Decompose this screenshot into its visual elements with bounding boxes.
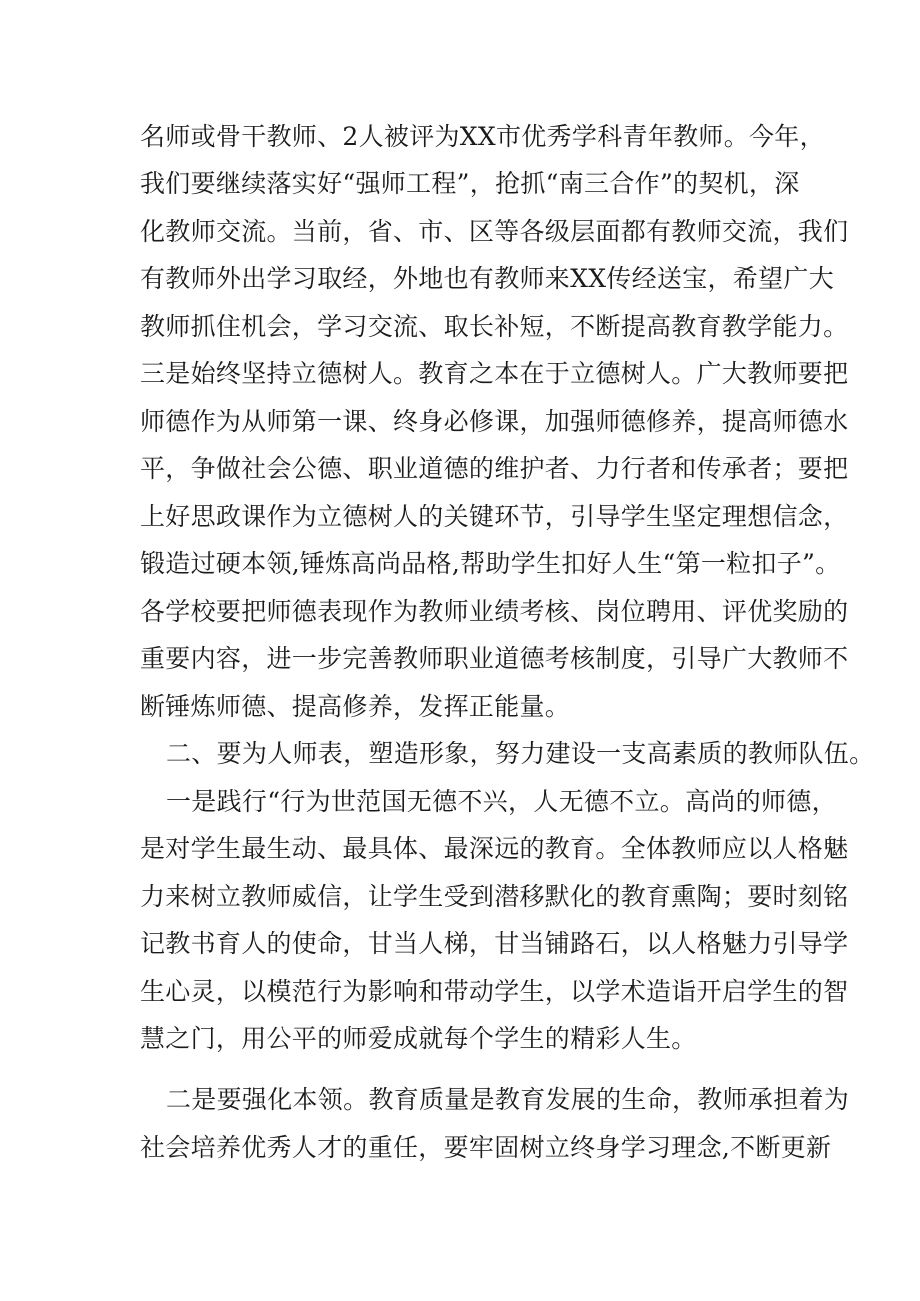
text-line-8: 平，争做社会公德、职业道德的维护者、力行者和传承者；要把 bbox=[140, 454, 849, 483]
text-line-17: 力来树立教师威信，让学生受到潜移默化的教育熏陶；要时刻铭 bbox=[140, 882, 849, 911]
text-line-3: 化教师交流。当前，省、市、区等各级层面都有教师交流，我们 bbox=[140, 217, 849, 246]
text-line-14: 二、要为人师表，塑造形象，努力建设一支高素质的教师队伍。 bbox=[166, 739, 875, 768]
text-line-5: 教师抓住机会，学习交流、取长补短，不断提高教育教学能力。 bbox=[140, 312, 849, 341]
text-line-7: 师德作为从师第一课、终身必修课，加强师德修养，提高师德水 bbox=[140, 407, 849, 436]
text-line-20: 慧之门，用公平的师爱成就每个学生的精彩人生。 bbox=[140, 1024, 697, 1053]
text-line-1: 名师或骨干教师、2人被评为XX市优秀学科青年教师。今年， bbox=[140, 122, 825, 151]
text-line-19: 生心灵，以模范行为影响和带动学生，以学术造诣开启学生的智 bbox=[140, 977, 849, 1006]
text-line-2: 我们要继续落实好“强师工程”，抢抓“南三合作”的契机，深 bbox=[140, 169, 800, 198]
text-line-18: 记教书育人的使命，甘当人梯，甘当铺路石，以人格魅力引导学 bbox=[140, 929, 849, 958]
text-line-13: 断锤炼师德、提高修养，发挥正能量。 bbox=[140, 692, 571, 721]
text-line-6: 三是始终坚持立德树人。教育之本在于立德树人。广大教师要把 bbox=[140, 359, 849, 388]
text-line-9: 上好思政课作为立德树人的关键环节，引导学生坚定理想信念， bbox=[140, 502, 849, 531]
text-line-10: 锻造过硬本领,锤炼高尚品格,帮助学生扣好人生“第一粒扣子”。 bbox=[140, 549, 841, 578]
text-line-15: 一是践行“行为世范国无德不兴，人无德不立。高尚的师德， bbox=[166, 787, 837, 816]
text-line-12: 重要内容，进一步完善教师职业道德考核制度，引导广大教师不 bbox=[140, 644, 849, 673]
text-line-21: 二是要强化本领。教育质量是教育发展的生命，教师承担着为 bbox=[166, 1085, 850, 1114]
text-line-16: 是对学生最生动、最具体、最深远的教育。全体教师应以人格魅 bbox=[140, 834, 849, 863]
text-line-22: 社会培养优秀人才的重任，要牢固树立终身学习理念,不断更新 bbox=[140, 1133, 832, 1162]
text-line-11: 各学校要把师德表现作为教师业绩考核、岗位聘用、评优奖励的 bbox=[140, 597, 849, 626]
text-line-4: 有教师外出学习取经，外地也有教师来XX传经送宝，希望广大 bbox=[140, 264, 834, 293]
